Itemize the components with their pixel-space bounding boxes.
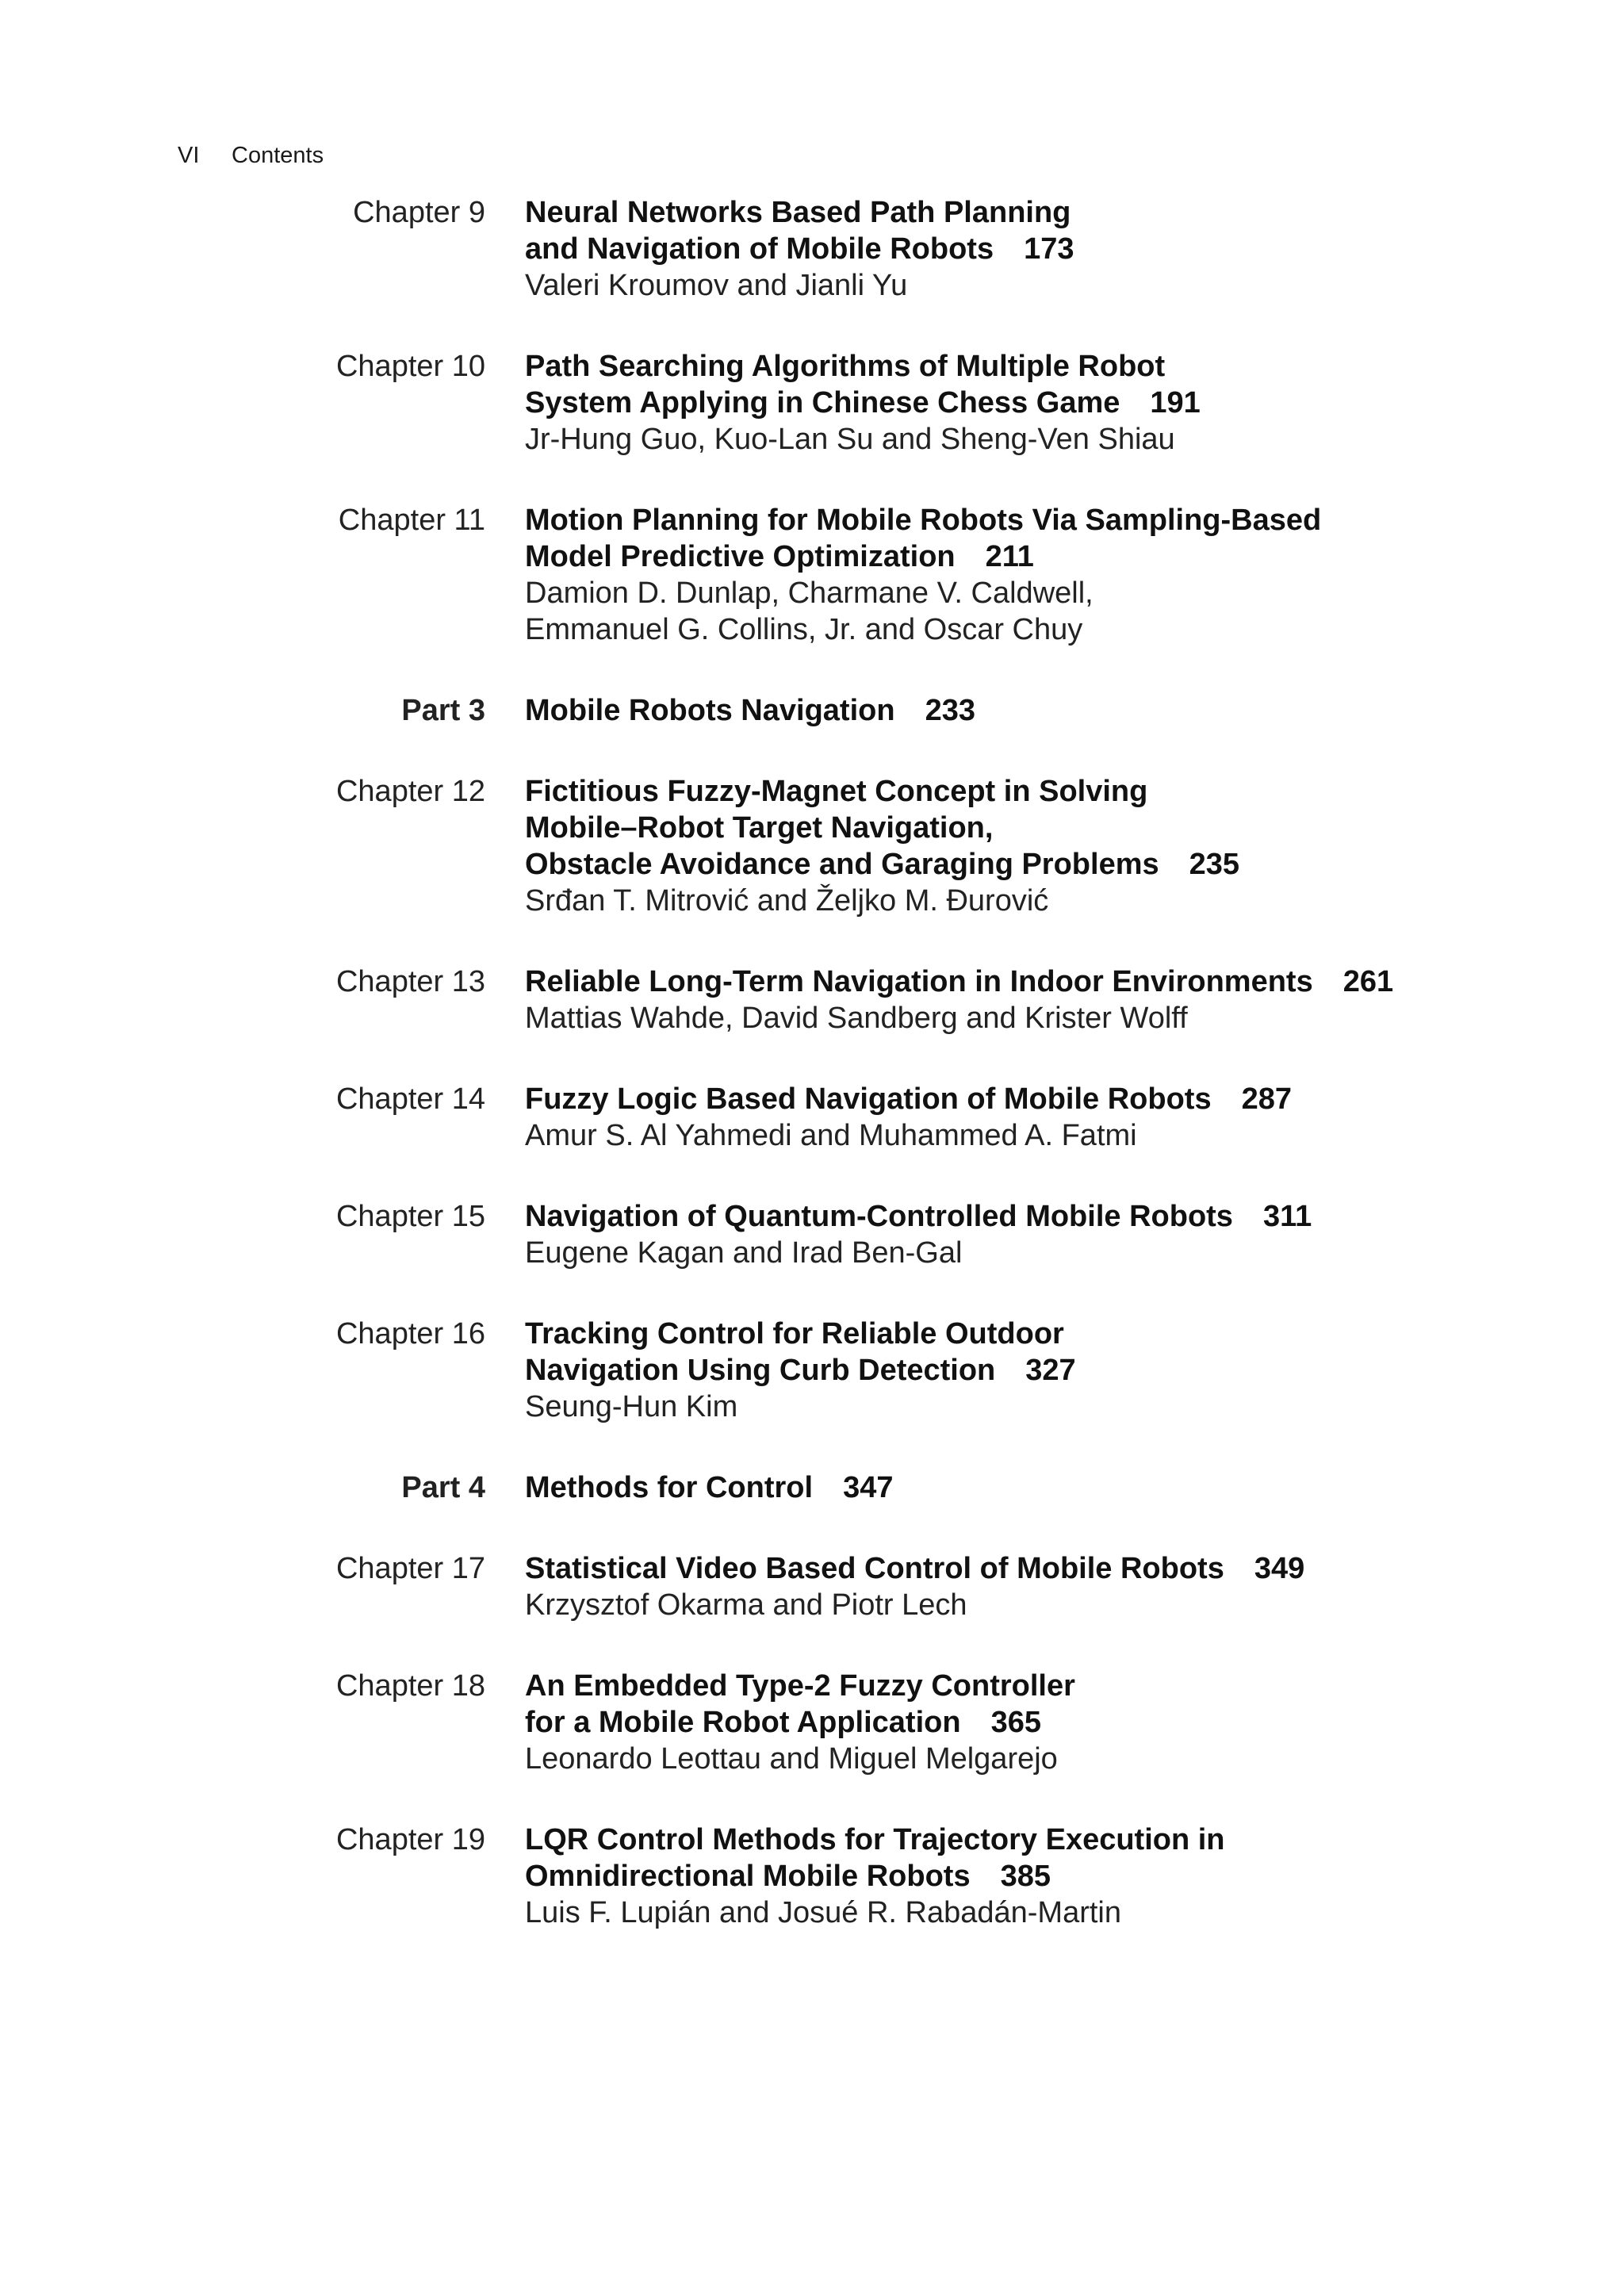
- chapter-title-text: Path Searching Algorithms of Multiple Robot: [525, 350, 1166, 383]
- chapter-title-line: [525, 964, 1556, 1000]
- chapter-title-line: [525, 1704, 1556, 1741]
- chapter-title-text: Fictitious Fuzzy-Magnet Concept in Solving: [525, 775, 1148, 808]
- page-number-ref: 233: [925, 694, 975, 727]
- authors-line: Jr-Hung Guo, Kuo-Lan Su and Sheng-Ven Shiau: [525, 423, 1175, 456]
- toc-chapter-entry: [0, 502, 1624, 648]
- chapter-label: Chapter 15: [335, 1200, 485, 1233]
- chapter-title-text: Neural Networks Based Path Planning: [525, 196, 1071, 229]
- chapter-title-line: [525, 194, 1556, 231]
- authors-line: Krzysztof Okarma and Piotr Lech: [525, 1588, 967, 1622]
- chapter-title-text: LQR Control Methods for Trajectory Execution in: [525, 1823, 1225, 1856]
- chapter-title-line: [525, 773, 1556, 810]
- entry-body: [525, 773, 1556, 919]
- authors-line: Damion D. Dunlap, Charmane V. Caldwell,: [525, 577, 1094, 610]
- chapter-label: Chapter 14: [335, 1082, 485, 1116]
- toc-chapter-entry: [0, 773, 1624, 919]
- page-number-ref: 235: [1189, 848, 1240, 881]
- toc-chapter-entry: [0, 1668, 1624, 1777]
- authors-line: Amur S. Al Yahmedi and Muhammed A. Fatmi: [525, 1119, 1137, 1152]
- page-number-ref: 347: [843, 1471, 894, 1504]
- page-number-ref: 211: [985, 540, 1034, 573]
- entry-body: [525, 1198, 1556, 1271]
- chapter-title-line: [525, 1352, 1556, 1389]
- page-number-ref: 261: [1342, 965, 1394, 998]
- entry-body: [525, 1316, 1556, 1425]
- chapter-title-text: Statistical Video Based Control of Mobile Robots: [525, 1552, 1224, 1585]
- entry-body: [525, 502, 1556, 648]
- authors-line: Srđan T. Mitrović and Željko M. Đurović: [525, 884, 1049, 918]
- chapter-title-text: and Navigation of Mobile Robots: [525, 232, 994, 266]
- page-number-ref: 173: [1024, 232, 1074, 266]
- page-number-ref: 287: [1241, 1082, 1293, 1116]
- chapter-title-text: Mobile Robots Navigation: [525, 694, 895, 727]
- page-number-ref: 191: [1150, 386, 1201, 420]
- toc-chapter-entry: [0, 1081, 1624, 1154]
- authors-line: Mattias Wahde, David Sandberg and Krister Wolff: [525, 1002, 1188, 1035]
- entry-body: [525, 1469, 1556, 1506]
- page-number-ref: 385: [1000, 1860, 1051, 1893]
- chapter-title-text: An Embedded Type-2 Fuzzy Controller: [525, 1669, 1075, 1703]
- chapter-label: Chapter 17: [335, 1552, 485, 1585]
- chapter-title-text: Motion Planning for Mobile Robots Via Sampling-Based: [525, 504, 1322, 537]
- page-number-ref: 327: [1025, 1354, 1076, 1387]
- chapter-title-line: [525, 810, 1556, 846]
- toc-part-entry: [0, 1469, 1624, 1506]
- entry-body: [525, 1081, 1556, 1154]
- chapter-title-line: [525, 1550, 1556, 1587]
- entry-body: [525, 692, 1556, 729]
- chapter-title-line: [525, 1469, 1556, 1506]
- chapter-title-line: [525, 692, 1556, 729]
- chapter-label: Chapter 11: [338, 504, 485, 537]
- entry-body: [525, 348, 1556, 458]
- chapter-title-line: [525, 1198, 1556, 1235]
- chapter-title-text: for a Mobile Robot Application: [525, 1706, 961, 1739]
- authors-line: Leonardo Leottau and Miguel Melgarejo: [525, 1742, 1058, 1776]
- chapter-title-line: [525, 231, 1556, 267]
- entry-body: [525, 1822, 1556, 1931]
- toc-chapter-entry: [0, 348, 1624, 458]
- chapter-label: Chapter 13: [335, 965, 485, 998]
- table-of-contents: [0, 194, 1624, 1931]
- toc-chapter-entry: [0, 1550, 1624, 1623]
- chapter-title-text: Obstacle Avoidance and Garaging Problems: [525, 848, 1159, 881]
- section-title: Contents: [232, 143, 324, 168]
- chapter-title-text: Navigation Using Curb Detection: [525, 1354, 996, 1387]
- chapter-label: Chapter 12: [335, 775, 485, 808]
- authors-line: Luis F. Lupián and Josué R. Rabadán-Martin: [525, 1896, 1122, 1929]
- chapter-title-line: [525, 1316, 1556, 1352]
- part-label: Part 3: [401, 694, 485, 727]
- chapter-title-text: Model Predictive Optimization: [525, 540, 956, 573]
- authors-line: Seung-Hun Kim: [525, 1390, 738, 1423]
- running-head: [178, 140, 324, 171]
- chapter-title-text: System Applying in Chinese Chess Game: [525, 386, 1120, 420]
- entry-body: [525, 964, 1556, 1036]
- chapter-title-line: [525, 1858, 1556, 1894]
- page-number: VI: [178, 143, 200, 168]
- toc-chapter-entry: [0, 964, 1624, 1036]
- chapter-label: Chapter 16: [335, 1317, 485, 1350]
- chapter-label: Chapter 19: [335, 1823, 485, 1856]
- entry-body: [525, 194, 1556, 304]
- chapter-title-line: [525, 538, 1556, 575]
- entry-body: [525, 1668, 1556, 1777]
- chapter-title-line: [525, 1822, 1556, 1858]
- toc-part-entry: [0, 692, 1624, 729]
- toc-chapter-entry: [0, 1198, 1624, 1271]
- chapter-title-text: Navigation of Quantum-Controlled Mobile Robots: [525, 1200, 1233, 1233]
- part-label: Part 4: [401, 1471, 485, 1504]
- chapter-title-text: Mobile–Robot Target Navigation,: [525, 811, 994, 845]
- chapter-title-line: [525, 502, 1556, 538]
- chapter-title-line: [525, 1668, 1556, 1704]
- chapter-title-text: Fuzzy Logic Based Navigation of Mobile Robots: [525, 1082, 1212, 1116]
- page-number-ref: 349: [1254, 1552, 1305, 1585]
- toc-chapter-entry: [0, 194, 1624, 304]
- chapter-label: Chapter 9: [353, 196, 485, 229]
- authors-line: Valeri Kroumov and Jianli Yu: [525, 269, 908, 302]
- chapter-title-text: Omnidirectional Mobile Robots: [525, 1860, 971, 1893]
- authors-line: Eugene Kagan and Irad Ben-Gal: [525, 1236, 963, 1270]
- chapter-title-line: [525, 1081, 1556, 1117]
- chapter-title-text: Reliable Long-Term Navigation in Indoor Environments: [525, 965, 1313, 998]
- toc-chapter-entry: [0, 1316, 1624, 1425]
- chapter-title-text: Methods for Control: [525, 1471, 814, 1504]
- chapter-label: Chapter 10: [335, 350, 485, 383]
- authors-line: Emmanuel G. Collins, Jr. and Oscar Chuy: [525, 613, 1083, 646]
- page-number-ref: 365: [990, 1706, 1041, 1739]
- chapter-title-line: [525, 385, 1556, 421]
- chapter-label: Chapter 18: [335, 1669, 485, 1703]
- entry-body: [525, 1550, 1556, 1623]
- toc-chapter-entry: [0, 1822, 1624, 1931]
- chapter-title-line: [525, 846, 1556, 883]
- chapter-title-line: [525, 348, 1556, 385]
- page-number-ref: 311: [1262, 1200, 1312, 1233]
- chapter-title-text: Tracking Control for Reliable Outdoor: [525, 1317, 1064, 1350]
